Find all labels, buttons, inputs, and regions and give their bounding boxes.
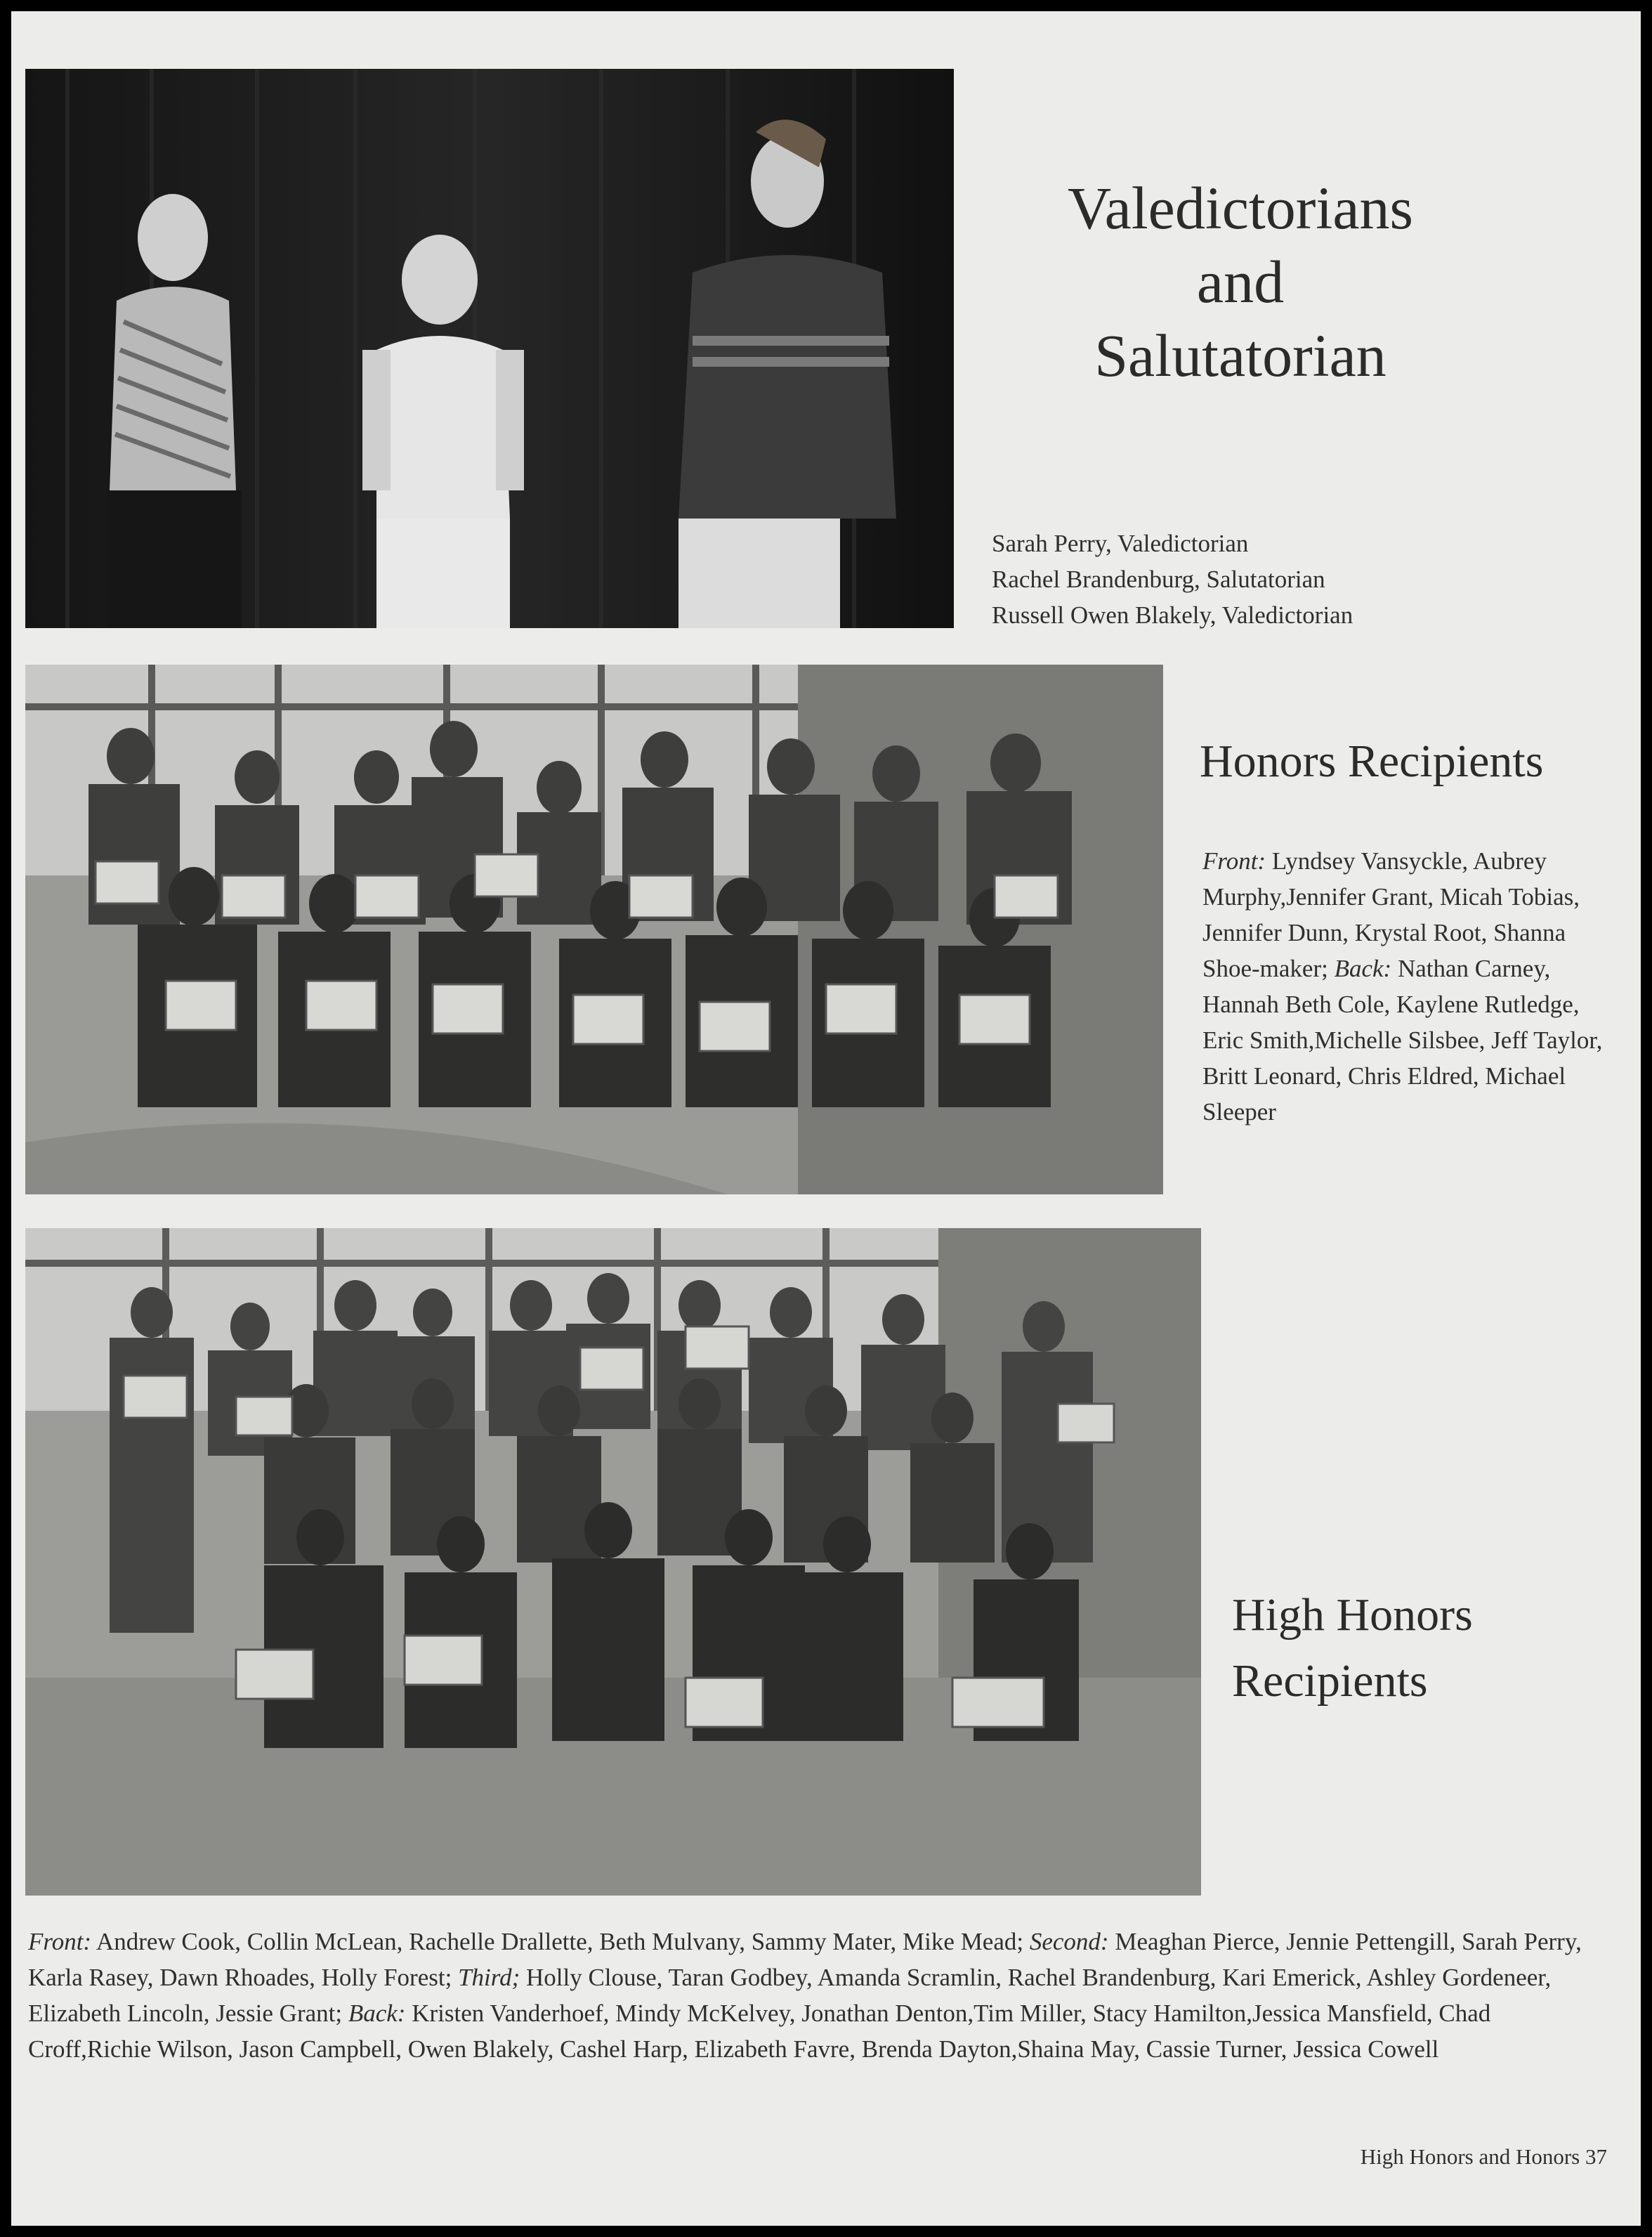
honors-recipients-title: Honors Recipients [1200, 736, 1544, 787]
valedictorians-title [981, 171, 1500, 393]
high-honors-recipients-photo [25, 1228, 1201, 1896]
high-honors-title-line-1: High Honors [1232, 1589, 1473, 1641]
page-number: 37 [1585, 2144, 1607, 2169]
high-honors-third-label: Third; [458, 1964, 520, 1991]
page-footer [1361, 2144, 1607, 2170]
high-honors-front-names: Andrew Cook, Collin McLean, Rachelle Drallette, Beth Mulvany, Sammy Mater, Mike Mead; [91, 1928, 1030, 1955]
footer-section-title: High Honors and Honors [1360, 2144, 1580, 2169]
high-honors-front-label: Front: [28, 1928, 92, 1955]
valedictorian-name-1: Sarah Perry, Valedictorian [992, 530, 1249, 557]
yearbook-page [11, 11, 1641, 2226]
high-honors-second-names: Meaghan Pierce, Jennie Pettengill, Sarah Perry, Karla Rasey, Dawn Rhoades, Holly Forest; [28, 1928, 1582, 1991]
high-honors-back-names: Kristen Vanderhoef, Mindy McKelvey, Jonathan Denton,Tim Miller, Stacy Hamilton,Jessica Mansfield, Chad Croff,Richie Wilson, Jason Campbell, Owen Blakely, Cashel Harp, Elizabeth Favre, Brenda Dayton,Shaina May, Cassie Turner, Jessica Cowell [28, 2000, 1491, 2063]
valedictorians-title-line-2: and [1196, 247, 1285, 315]
high-honors-back-label: Back: [348, 2000, 406, 2027]
valedictorians-title-line-3: Salutatorian [1094, 321, 1386, 389]
salutatorian-name: Rachel Brandenburg, Salutatorian [992, 566, 1325, 593]
valedictorians-names [992, 526, 1353, 633]
valedictorian-name-2: Russell Owen Blakely, Valedictorian [992, 601, 1353, 629]
honors-back-label: Back: [1334, 955, 1392, 982]
high-honors-recipients-caption [28, 1924, 1601, 2067]
high-honors-title-line-2: Recipients [1232, 1655, 1428, 1707]
valedictorians-photo [25, 69, 954, 628]
honors-front-names: Lyndsey Vansyckle, Aubrey Murphy,Jennifer Grant, Micah Tobias, Jennifer Dunn, Krystal Root, Shanna Shoe-maker; [1202, 847, 1580, 982]
honors-recipients-caption [1202, 843, 1617, 1130]
honors-recipients-photo [25, 665, 1163, 1194]
high-honors-second-label: Second: [1029, 1928, 1109, 1955]
high-honors-third-names: Holly Clouse, Taran Godbey, Amanda Scramlin, Rachel Brandenburg, Kari Emerick, Ashley Gordeneer, Elizabeth Lincoln, Jessie Grant; [28, 1964, 1552, 2027]
high-honors-recipients-title [1232, 1582, 1473, 1714]
honors-front-label: Front: [1202, 847, 1266, 875]
honors-back-names: Nathan Carney, Hannah Beth Cole, Kaylene Rutledge, Eric Smith,Michelle Silsbee, Jeff Taylor, Britt Leonard, Chris Eldred, Michael Sleeper [1202, 955, 1603, 1126]
valedictorians-title-line-1: Valedictorians [1068, 174, 1413, 242]
